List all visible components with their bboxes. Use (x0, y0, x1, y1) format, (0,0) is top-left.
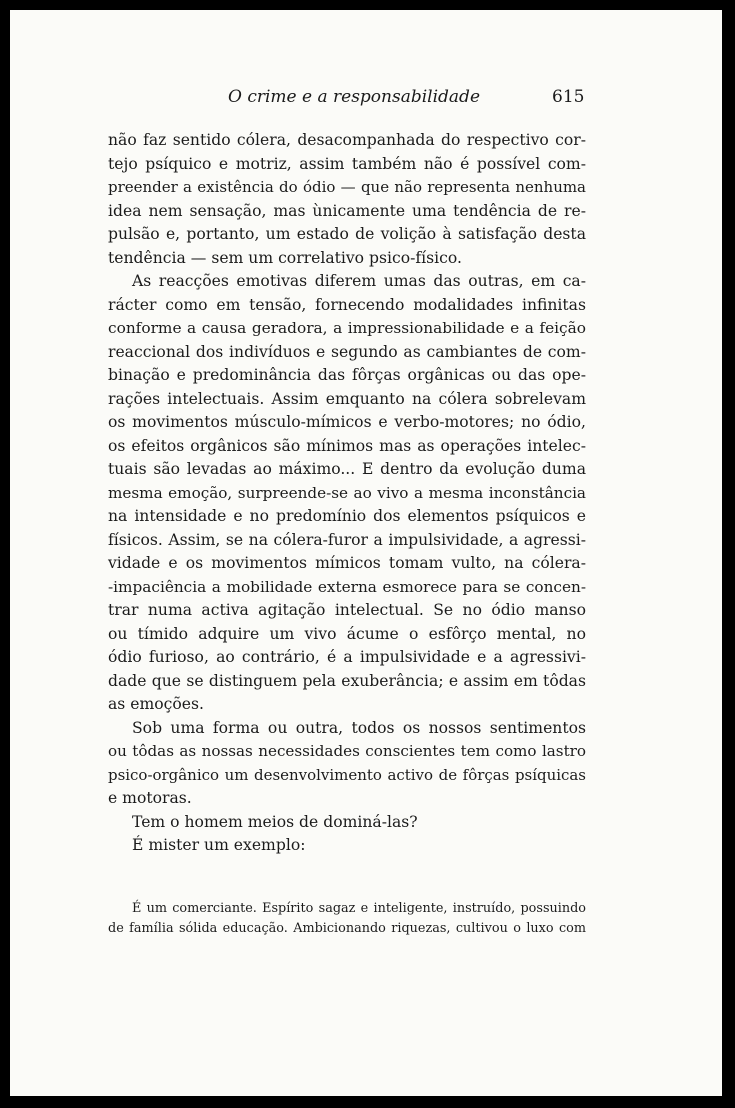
text-line: psico-orgânico um desenvolvimento activo de fôrças psíquicas (108, 765, 586, 784)
text-line: Tem o homem meios de dominá-las? (132, 812, 418, 831)
text-line: binação e predominância das fôrças orgânicas ou das ope- (108, 366, 586, 384)
text-line: não faz sentido cólera, desacompanhada do respectivo cor- (108, 131, 586, 149)
body-text (108, 129, 586, 858)
footnote (108, 899, 586, 939)
text-line: conforme a causa geradora, a impressionabilidade e a feição (108, 319, 586, 337)
text-line: Sob uma forma ou outra, todos os nossos sentimentos (132, 718, 586, 737)
text-line: preender a existência do ódio — que não representa nenhuma (108, 178, 586, 196)
footnote-line: de família sólida educação. Ambicionando riquezas, cultivou o luxo com (108, 921, 586, 936)
text-line: trar numa activa agitação intelectual. Se no ódio manso (108, 601, 586, 619)
text-line: mesma emoção, surpreende-se ao vivo a mesma inconstância (108, 483, 586, 502)
text-line: As reacções emotivas diferem umas das outras, em ca- (132, 272, 586, 290)
text-line: na intensidade e no predomínio dos elementos psíquicos e (108, 507, 586, 525)
text-line: pulsão e, portanto, um estado de volição à satisfação desta (108, 225, 586, 243)
running-title: O crime e a responsabilidade (228, 87, 481, 107)
page-number: 615 (552, 87, 585, 107)
text-line: idea nem sensação, mas ùnicamente uma tendência de re- (108, 201, 586, 220)
text-line: vidade e os movimentos mímicos tomam vulto, na cólera- (108, 554, 586, 572)
footnote-line: É um comerciante. Espírito sagaz e inteligente, instruído, possuindo (132, 901, 586, 916)
text-line: os efeitos orgânicos são mínimos mas as operações intelec- (108, 436, 586, 455)
text-line: físicos. Assim, se na cólera-furor a impulsividade, a agressi- (108, 530, 586, 549)
text-line: ou tôdas as nossas necessidades conscientes tem como lastro (108, 742, 586, 760)
text-line: ódio furioso, ao contrário, é a impulsividade e a agressivi- (108, 648, 586, 666)
text-line: as emoções. (108, 695, 204, 713)
text-line: -impaciência a mobilidade externa esmorece para se concen- (108, 577, 586, 596)
text-line: dade que se distinguem pela exuberância; e assim em tôdas (108, 671, 586, 690)
text-line: reaccional dos indivíduos e segundo as cambiantes de com- (108, 342, 586, 361)
text-line: rácter como em tensão, fornecendo modalidades infinitas (108, 295, 586, 314)
text-line: os movimentos músculo-mímicos e verbo-motores; no ódio, (108, 413, 586, 431)
text-line: ou tímido adquire um vivo ácume o esfôrço mental, no (108, 624, 586, 643)
book-page (10, 10, 722, 1096)
page-header (10, 87, 722, 113)
text-line: e motoras. (108, 789, 192, 807)
text-line: rações intelectuais. Assim emquanto na cólera sobrelevam (108, 389, 586, 408)
text-line: tendência — sem um correlativo psico-físico. (108, 248, 462, 267)
text-line: É mister um exemplo: (132, 836, 306, 854)
text-line: tuais são levadas ao máximo... E dentro da evolução duma (108, 460, 586, 478)
text-line: tejo psíquico e motriz, assim também não é possível com- (108, 154, 586, 173)
